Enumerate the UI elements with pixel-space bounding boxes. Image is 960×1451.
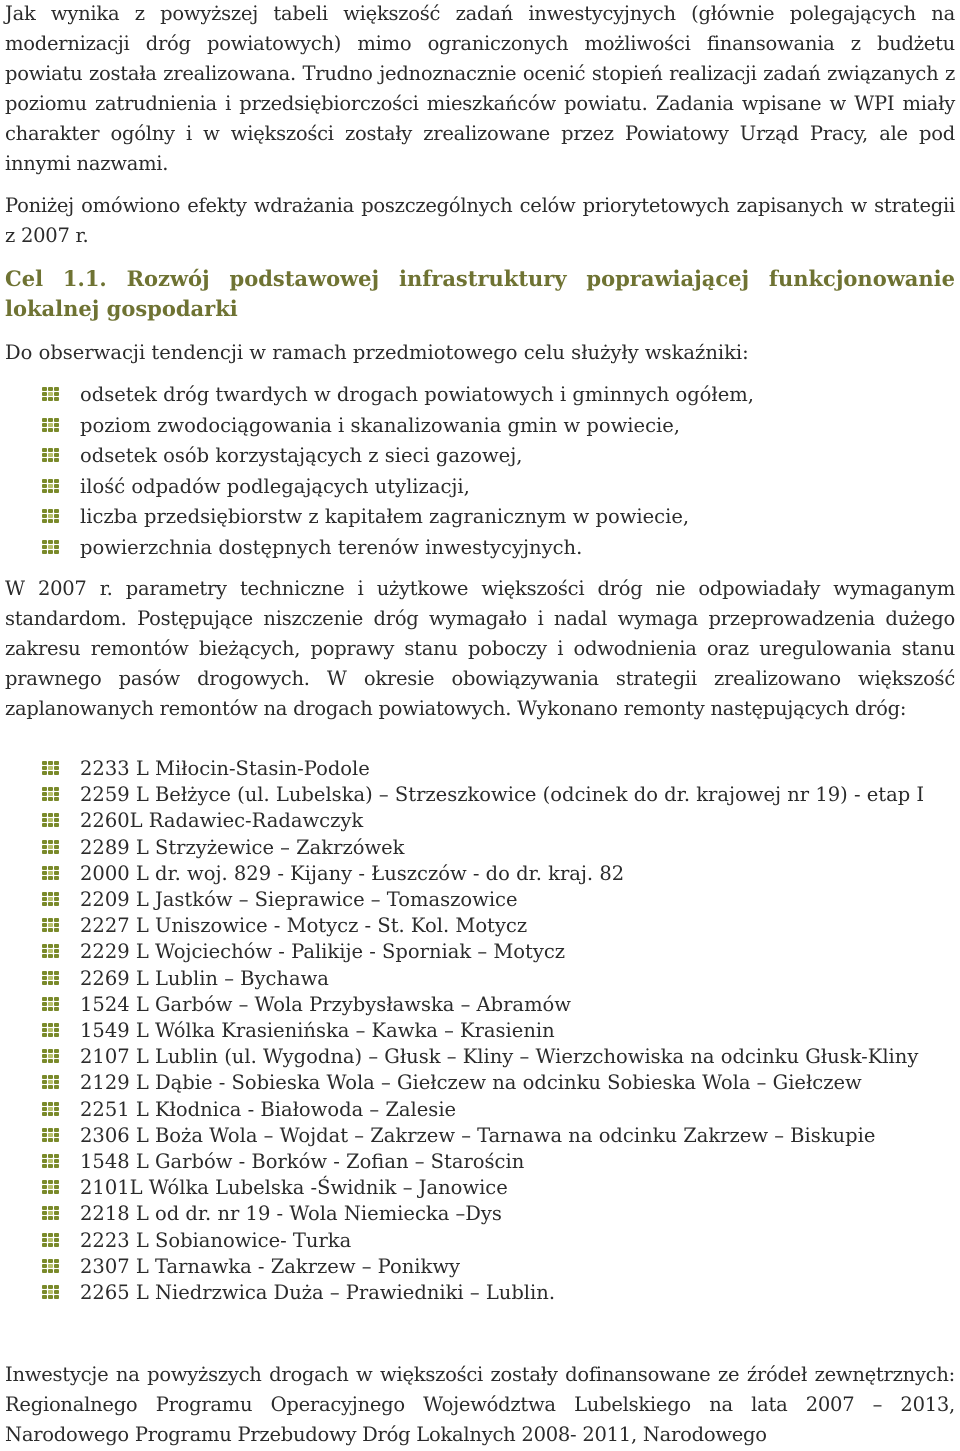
road-item	[0, 835, 960, 861]
indicator-item-text: liczba przedsiębiorstw z kapitałem zagranicznym w powiecie,	[80, 505, 690, 528]
road-item	[0, 1280, 960, 1306]
square-grid-bullet-icon	[42, 866, 62, 881]
road-item-text: 2289 L Strzyżewice – Zakrzówek	[80, 835, 405, 859]
road-item	[0, 1070, 960, 1096]
road-item-text: 2101L Wólka Lubelska -Świdnik – Janowice	[80, 1176, 508, 1200]
square-grid-bullet-icon	[42, 840, 62, 855]
square-grid-bullet-icon	[42, 540, 62, 555]
square-grid-bullet-icon	[42, 1259, 62, 1274]
road-item-text: 1548 L Garbów - Borków - Zofian – Starościn	[80, 1150, 525, 1174]
indicator-item-text: powierzchnia dostępnych terenów inwestycyjnych.	[80, 535, 583, 559]
square-grid-bullet-icon	[42, 761, 62, 776]
intro-paragraph: Jak wynika z powyższej tabeli większość zadań inwestycyjnych (głównie polegających na modernizacji dróg powiatowych) mimo ograniczonych możliwości finansowania z budżetu powiatu została zrealizowana. Trudno jednoznacznie ocenić stopień realizacji zadań związanych z poziomu zatrudnienia i przedsiębiorczości mieszkańców powiatu. Zadania wpisane w WPI miały charakter ogólny i w większości zostały zrealizowane przez Powiatowy Urząd Pracy, ale pod innymi nazwami.	[5, 2, 955, 175]
road-item-text: 2269 L Lublin – Bychawa	[80, 966, 329, 990]
indicator-item	[0, 441, 960, 472]
indicator-item-text: poziom zwodociągowania i skanalizowania gmin w powiecie,	[80, 413, 680, 437]
indicator-item	[0, 502, 960, 533]
square-grid-bullet-icon	[42, 997, 62, 1012]
road-item	[0, 1018, 960, 1044]
road-item-text: 2265 L Niedrzwica Duża – Prawiedniki – Lublin.	[80, 1281, 556, 1305]
road-item	[0, 887, 960, 913]
road-item	[0, 782, 960, 808]
roads-list	[0, 756, 960, 1306]
road-item-text: 2227 L Uniszowice - Motycz - St. Kol. Motycz	[80, 914, 528, 938]
indicator-item	[0, 533, 960, 564]
indicator-item	[0, 380, 960, 411]
road-item-text: 2251 L Kłodnica - Białowoda – Zalesie	[80, 1097, 457, 1121]
indicator-item-text: ilość odpadów podlegających utylizacji,	[80, 474, 470, 498]
road-item	[0, 1149, 960, 1175]
indicator-item-text: odsetek osób korzystających z sieci gazowej,	[80, 444, 523, 467]
square-grid-bullet-icon	[42, 1180, 62, 1195]
square-grid-bullet-icon	[42, 1206, 62, 1221]
square-grid-bullet-icon	[42, 944, 62, 959]
road-item-text: 2307 L Tarnawka - Zakrzew – Ponikwy	[80, 1254, 461, 1278]
indicators-lead: Do obserwacji tendencji w ramach przedmiotowego celu służyły wskaźniki:	[5, 341, 749, 364]
indicator-item	[0, 472, 960, 503]
road-item-text: 2306 L Boża Wola – Wojdat – Zakrzew – Tarnawa na odcinku Zakrzew – Biskupie	[80, 1123, 876, 1147]
square-grid-bullet-icon	[42, 1233, 62, 1248]
road-item	[0, 756, 960, 782]
road-item	[0, 861, 960, 887]
road-item	[0, 966, 960, 992]
square-grid-bullet-icon	[42, 448, 62, 463]
road-item-text: 2259 L Bełżyce (ul. Lubelska) – Strzeszkowice (odcinek do dr. krajowej nr 19) - etap I	[80, 783, 925, 807]
road-item	[0, 1097, 960, 1123]
road-item-text: 2107 L Lublin (ul. Wygodna) – Głusk – Kliny – Wierzchowiska na odcinku Głusk-Kliny	[80, 1045, 919, 1069]
section-intro-paragraph: Poniżej omówiono efekty wdrażania poszczególnych celów priorytetowych zapisanych w strategii z 2007 r.	[5, 194, 955, 247]
square-grid-bullet-icon	[42, 787, 62, 802]
road-item-text: 2260L Radawiec-Radawczyk	[80, 809, 364, 833]
road-item	[0, 808, 960, 834]
square-grid-bullet-icon	[42, 387, 62, 402]
square-grid-bullet-icon	[42, 892, 62, 907]
road-item-text: 2129 L Dąbie - Sobieska Wola – Giełczew na odcinku Sobieska Wola – Giełczew	[80, 1071, 862, 1095]
square-grid-bullet-icon	[42, 1128, 62, 1143]
square-grid-bullet-icon	[42, 1075, 62, 1090]
indicators-list	[0, 380, 960, 563]
square-grid-bullet-icon	[42, 479, 62, 494]
road-item	[0, 1254, 960, 1280]
closing-paragraph: Inwestycje na powyższych drogach w większości zostały dofinansowane ze źródeł zewnętrznych: Regionalnego Programu Operacyjnego Województwa Lubelskiego na lata 2007 – 2013, Narodowego Programu Przebudowy Dróg Lokalnych 2008- 2011, Narodowego	[5, 1363, 955, 1446]
square-grid-bullet-icon	[42, 1023, 62, 1038]
road-item-text: 2209 L Jastków – Sieprawice – Tomaszowice	[80, 888, 518, 912]
road-item	[0, 913, 960, 939]
square-grid-bullet-icon	[42, 1285, 62, 1300]
square-grid-bullet-icon	[42, 1049, 62, 1064]
road-item	[0, 992, 960, 1018]
square-grid-bullet-icon	[42, 418, 62, 433]
road-item	[0, 1044, 960, 1070]
square-grid-bullet-icon	[42, 971, 62, 986]
square-grid-bullet-icon	[42, 1102, 62, 1117]
road-item	[0, 1175, 960, 1201]
road-item	[0, 1228, 960, 1254]
square-grid-bullet-icon	[42, 1154, 62, 1169]
indicator-item	[0, 411, 960, 442]
indicator-item-text: odsetek dróg twardych w drogach powiatowych i gminnych ogółem,	[80, 383, 754, 406]
road-item-text: 1524 L Garbów – Wola Przybysławska – Abramów	[80, 992, 571, 1016]
road-item-text: 2229 L Wojciechów - Palikije - Sporniak – Motycz	[80, 940, 566, 964]
square-grid-bullet-icon	[42, 509, 62, 524]
section-heading: Cel 1.1. Rozwój podstawowej infrastruktury poprawiającej funkcjonowanie lokalnej gospodarki	[5, 266, 955, 321]
road-item	[0, 1201, 960, 1227]
road-item-text: 2233 L Miłocin-Stasin-Podole	[80, 757, 370, 780]
road-item	[0, 939, 960, 965]
road-item-text: 2223 L Sobianowice- Turka	[80, 1228, 352, 1252]
square-grid-bullet-icon	[42, 813, 62, 828]
road-item-text: 1549 L Wólka Krasienińska – Kawka – Krasienin	[80, 1019, 555, 1043]
road-item-text: 2000 L dr. woj. 829 - Kijany - Łuszczów - do dr. kraj. 82	[80, 861, 625, 885]
road-item	[0, 1123, 960, 1149]
square-grid-bullet-icon	[42, 918, 62, 933]
roads-paragraph: W 2007 r. parametry techniczne i użytkowe większości dróg nie odpowiadały wymaganym standardom. Postępujące niszczenie dróg wymagało i nadal wymaga przeprowadzenia dużego zakresu remontów bieżących, poprawy stanu poboczy i odwodnienia oraz uregulowania stanu prawnego pasów drogowych. W okresie obowiązywania strategii zrealizowano większość zaplanowanych remontów na drogach powiatowych. Wykonano remonty następujących dróg:	[5, 577, 955, 720]
road-item-text: 2218 L od dr. nr 19 - Wola Niemiecka –Dys	[80, 1202, 502, 1226]
